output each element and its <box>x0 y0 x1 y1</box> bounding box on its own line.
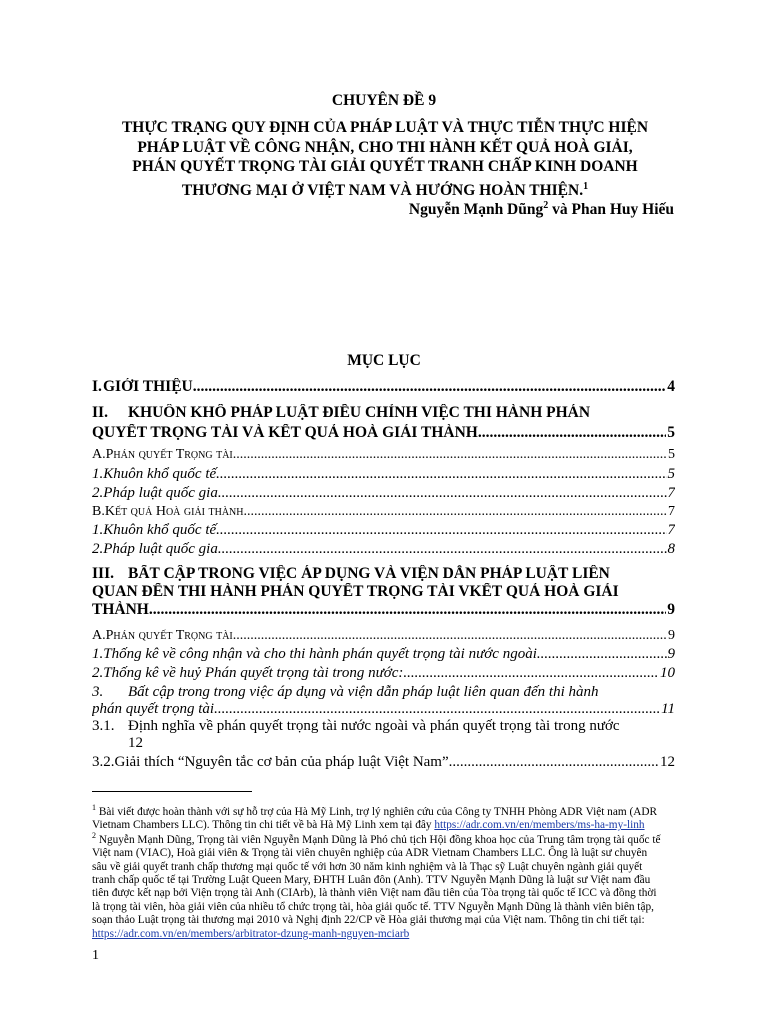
authors-line <box>409 200 674 219</box>
author-name: và Phan Huy Hiếu <box>548 201 674 219</box>
toc-entry[interactable]: 3. Bất cập trong trong việc áp dụng và viện dẫn pháp luật liên quan đến thi hành phán quyết trọng tài ..... 11 <box>92 684 675 718</box>
title-line: PHÁP LUẬT VỀ CÔNG NHẬN, CHO THI HÀNH KẾT QUẢ HOÀ GIẢI, <box>137 138 633 156</box>
toc-entry[interactable]: II. KHUÔN KHỔ PHÁP LUẬT ĐIỀU CHỈNH VIỆC THI HÀNH PHÁN QUYẾT TRỌNG TÀI VÀ KẾT QUẢ HOÀ GIẢI THÀNH ..... 5 <box>92 404 675 442</box>
toc-entry[interactable]: 3.2. Giải thích “Nguyên tắc cơ bản của pháp luật Việt Nam” ..... 12 <box>92 754 675 771</box>
toc-entry[interactable]: I. GIỚI THIỆU ..... 4 <box>92 378 675 396</box>
toc-entry[interactable]: B. Kết quả Hoà giải thành ..... 7 <box>92 504 675 520</box>
footnote-2: $^2$ Nguyễn Mạnh Dũng, Trọng tài viên Nguyễn Mạnh Dũng là Phó chủ tịch Hội đồng khoa học của Trung tâm trọng tài quốc tế Việt nam (VIAC), Hoà giải viên & Trọng tài viên chuyên nghiệp của ADR Vietnam Chambers LLC. Ông là luật sư chuyên sâu về giải quyết tranh chấp thương mại quốc tế với hơn 30 năm kinh nghiệm và là Thạc sỹ Luật chuyên ngành giải quyết tranh chấp quốc tế tại Trường Luật Queen Mary, ĐHTH Luân đôn (Anh). TTV Nguyễn Mạnh Dũng là luật sư Việt nam đầu tiên được kết nạp bởi Viện trọng tài Anh (CIArb), là thành viên Việt nam đầu tiên của Tòa trọng tài quốc tế ICC và đồng thời là trọng tài viên, hòa giải viên của nhiều tổ chức trọng tài, hòa giải quốc tế. TTV Nguyễn Mạnh Dũng là thành viên biên tập, soạn thảo Luật trọng tài thương mại 2010 và Nghị định 22/CP về Hòa giải thương mại của Việt nam. Thông tin chi tiết tại: https://adr.com.vn/en/members/arbitrator-dzung-manh-nguyen-mciarb <box>92 831 661 940</box>
footnote-1: $^1$ Bài viết được hoàn thành với sự hỗ trợ của Hà Mỹ Linh, trợ lý nghiên cứu của Công ty TNHH Phòng ADR Việt nam (ADR Vietnam Chambers LLC). Thông tin chi tiết về bà Hà Mỹ Linh xem tại đây https://adr.com.vn/en/members/ms-ha-my-linh <box>92 803 658 832</box>
footnote-link[interactable]: https://adr.com.vn/en/members/ms-ha-my-linh <box>434 819 645 832</box>
chapter-heading: CHUYÊN ĐỀ 9 <box>331 92 437 109</box>
title-line: THỰC TRẠNG QUY ĐỊNH CỦA PHÁP LUẬT VÀ THỰC TIỄN THỰC HIỆN <box>121 119 649 136</box>
toc-entry[interactable]: 1. Khuôn khổ quốc tế ..... 7 <box>92 522 675 539</box>
toc-title: MỤC LỤC <box>347 352 421 369</box>
page-number: 1 <box>92 948 99 963</box>
toc-entry[interactable]: 1. Khuôn khổ quốc tế ..... 5 <box>92 466 675 483</box>
author-name: Nguyễn Mạnh Dũng <box>408 201 544 219</box>
toc-entry[interactable]: III. BẤT CẬP TRONG VIỆC ÁP DỤNG VÀ VIỆN DẪN PHÁP LUẬT LIÊN QUAN ĐẾN THI HÀNH PHÁN QUYẾT TRỌNG TÀI VKẾT QUẢ HOÀ GIẢI THÀNH ..... 9 <box>92 565 675 619</box>
toc-entry[interactable]: 3.1. Định nghĩa về phán quyết trọng tài nước ngoài và phán quyết trọng tài trong nước 12 <box>92 718 620 751</box>
title-line: PHÁN QUYẾT TRỌNG TÀI GIẢI QUYẾT TRANH CHẤP KINH DOANH <box>132 158 638 175</box>
toc-entry[interactable]: 1. Thống kê về công nhận và cho thi hành phán quyết trọng tài nước ngoài ..... 9 <box>92 646 675 663</box>
toc-entry[interactable]: A. Phán quyết Trọng tài ..... 9 <box>92 628 675 644</box>
toc-entry[interactable]: 2. Thống kê về huỷ Phán quyết trọng tài trong nước: ..... 10 <box>92 665 675 682</box>
footnote-ref-1[interactable]: 1 <box>583 180 589 192</box>
footnote-ref-2[interactable]: 2 <box>543 200 549 211</box>
title-line: THƯƠNG MẠI Ở VIỆT NAM VÀ HƯỚNG HOÀN THIỆN.$^1$ <box>181 180 589 199</box>
footnote-separator <box>92 791 252 792</box>
toc-entry[interactable]: 2. Pháp luật quốc gia ..... 8 <box>92 541 675 558</box>
footnote-link[interactable]: https://adr.com.vn/en/members/arbitrator-dzung-manh-nguyen-mciarb <box>92 927 410 940</box>
toc-entry[interactable]: 2. Pháp luật quốc gia ..... 7 <box>92 485 675 502</box>
document-title <box>80 118 690 200</box>
toc-entry[interactable]: A. Phán quyết Trọng tài ..... 5 <box>92 447 675 463</box>
